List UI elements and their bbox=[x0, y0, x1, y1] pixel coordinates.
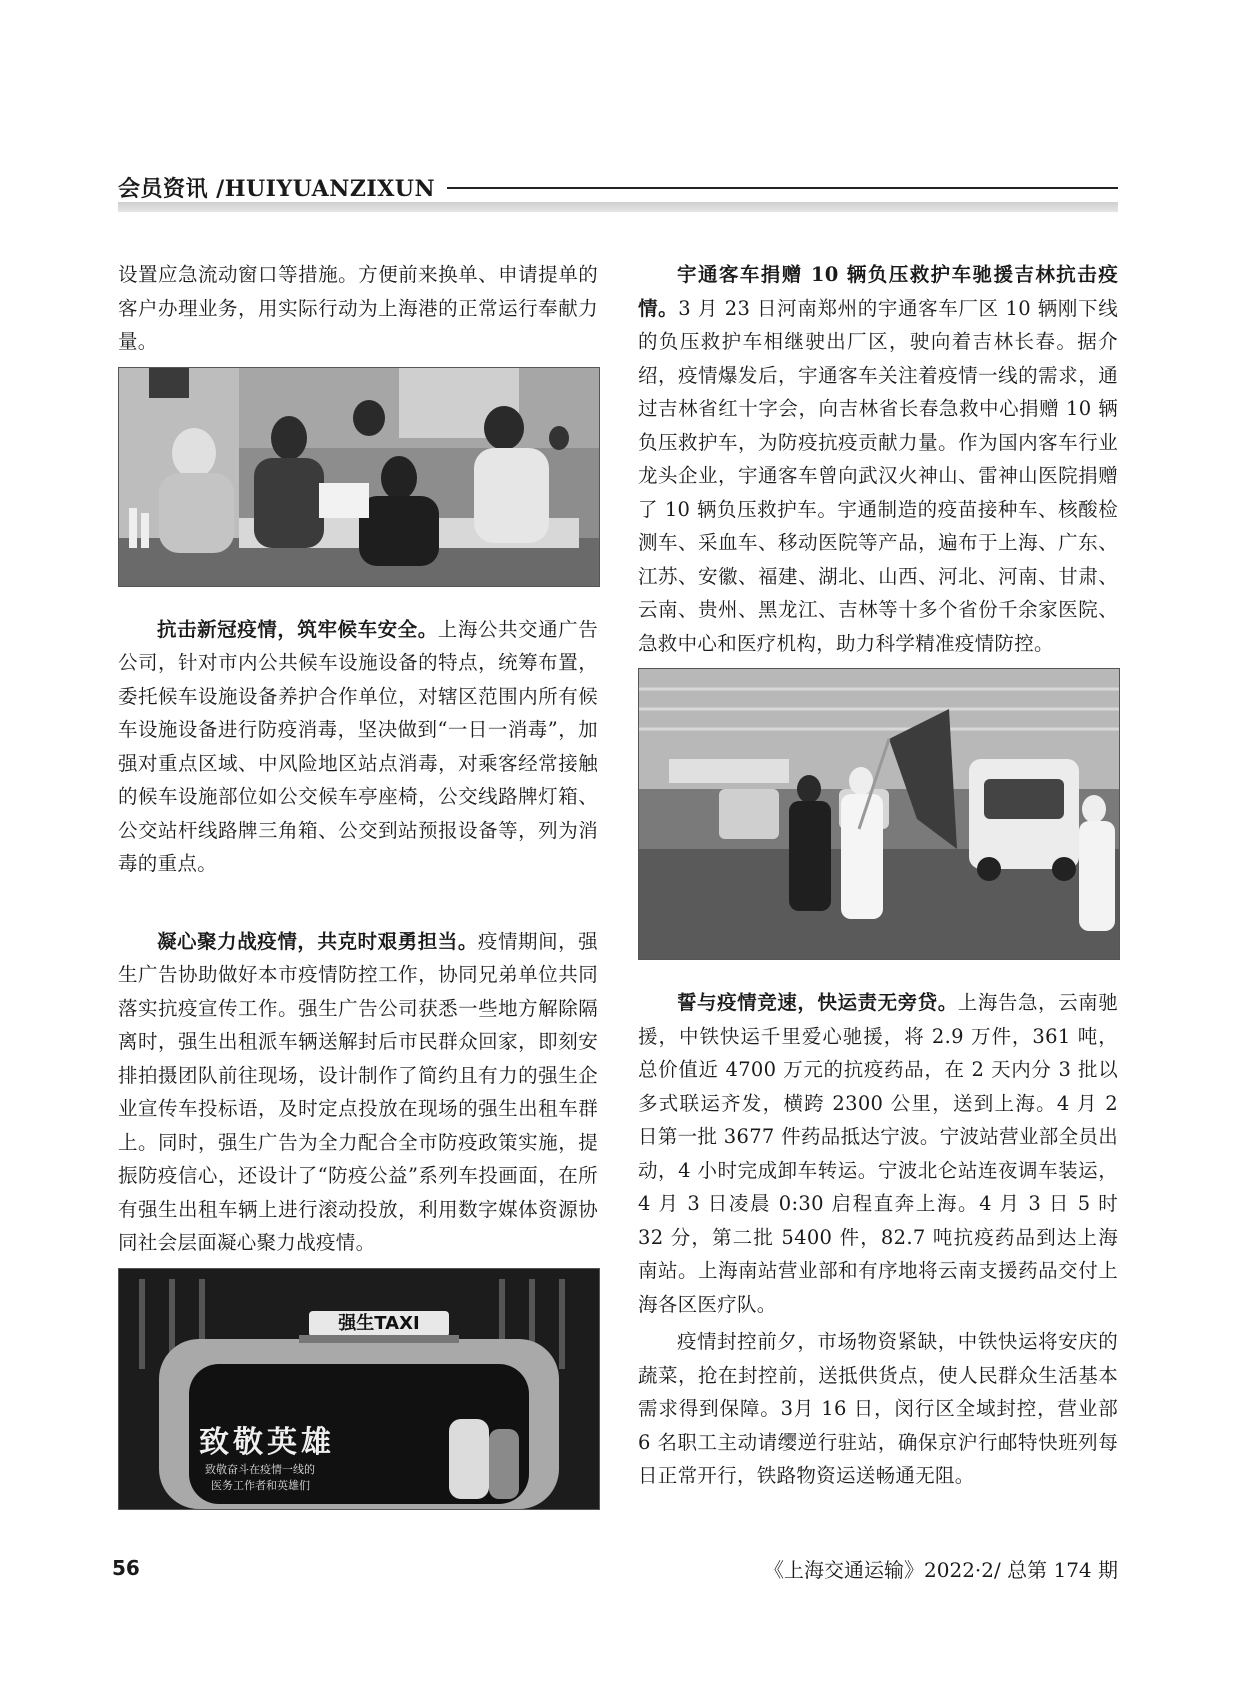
office-photo bbox=[118, 367, 600, 587]
left-column bbox=[118, 258, 598, 1510]
taxi-screen-line-2: 医务工作者和英雄们 bbox=[211, 1478, 310, 1492]
header-band bbox=[118, 202, 1118, 212]
left-para-3-lead: 凝心聚力战疫情，共克时艰勇担当。 bbox=[157, 929, 478, 953]
taxi-screen-title: 致敬英雄 bbox=[199, 1424, 335, 1460]
taxi-photo bbox=[118, 1268, 600, 1510]
taxi-screen-line-1: 致敬奋斗在疫情一线的 bbox=[205, 1462, 315, 1476]
left-para-1: 设置应急流动窗口等措施。方便前来换单、申请提单的客户办理业务，用实际行动为上海港的正常运行奉献力量。 bbox=[118, 263, 598, 353]
right-para-1-lead: 宇通客车捐赠 10 辆负压救护车驰援吉林抗击疫情。 bbox=[638, 263, 1118, 320]
right-column bbox=[638, 258, 1118, 1493]
left-para-2-lead: 抗击新冠疫情，筑牢候车安全。 bbox=[157, 617, 438, 641]
right-para-2 bbox=[638, 986, 1118, 1321]
right-para-3: 疫情封控前夕，市场物资紧缺，中铁快运将安庆的蔬菜，抢在封控前，送抵供货点，使人民群众生活基本需求得到保障。3月 16 日，闵行区全域封控，营业部 6 名职工主动请缨逆行驻站，确保京沪行邮特快班列每日正常开行，铁路物资运送畅通无阻。 bbox=[638, 1330, 1118, 1487]
right-para-1 bbox=[638, 258, 1118, 660]
left-para-2-body: 上海公共交通广告公司，针对市内公共候车设施设备的特点，统筹布置，委托候车设施设备养护合作单位，对辖区范围内所有候车设施设备进行防疫消毒，坚决做到“一日一消毒”，加强对重点区域、中风险地区站点消毒，对乘客经常接触的候车设施部位如公交候车亭座椅，公交线路牌灯箱、公交站杆线路牌三角箱、公交到站预报设备等，列为消毒的重点。 bbox=[118, 617, 598, 875]
office-photo-image bbox=[119, 368, 599, 586]
page-number: 56 bbox=[112, 1556, 140, 1580]
section-header bbox=[118, 172, 1118, 202]
header-rule bbox=[447, 187, 1118, 189]
right-para-2-body: 上海告急，云南驰援，中铁快运千里爱心驰援，将 2.9 万件，361 吨，总价值近 4700 万元的抗疫药品，在 2 天内分 3 批以多式联运齐发，横跨 2300 公里，送到上海。4 月 2 日第一批 3677 件药品抵达宁波。宁波站营业部全员出动，4 小时完成卸车转运。宁波北仑站连夜调车装运，4 月 3 日凌晨 0:30 启程直奔上海。4 月 3 日 5 时 32 分，第二批 5400 件，82.7 吨抗疫药品到达上海南站。上海南站营业部和有序地将云南支援药品交付上海各区医疗队。 bbox=[638, 991, 1118, 1316]
left-para-2 bbox=[118, 613, 598, 881]
left-para-3 bbox=[118, 925, 598, 1260]
section-title: 会员资讯 /HUIYUANZIXUN bbox=[118, 175, 436, 202]
taxi-roof-sign: 强生TAXI bbox=[338, 1312, 420, 1334]
left-para-3-body: 疫情期间，强生广告协助做好本市疫情防控工作，协同兄弟单位共同落实抗疫宣传工作。强生广告公司获悉一些地方解除隔离时，强生出租派车辆送解封后市民群众回家，即刻安排拍摄团队前往现场，设计制作了简约且有力的强生企业宣传车投标语，及时定点投放在现场的强生出租车群上。同时，强生广告为全力配合全市防疫政策实施，提振防疫信心，还设计了“防疫公益”系列车投画面，在所有强生出租车辆上进行滚动投放，利用数字媒体资源协同社会层面凝心聚力战疫情。 bbox=[118, 929, 598, 1254]
ambulance-photo-image bbox=[639, 669, 1119, 959]
issue-info: 《上海交通运输》2022·2/ 总第 174 期 bbox=[764, 1558, 1118, 1582]
right-para-1-body: 3 月 23 日河南郑州的宇通客车厂区 10 辆刚下线的负压救护车相继驶出厂区，驶向着吉林长春。据介绍，疫情爆发后，宇通客车关注着疫情一线的需求，通过吉林省红十字会，向吉林省长春急救中心捐赠 10 辆负压救护车，为防疫抗疫贡献力量。作为国内客车行业龙头企业，宇通客车曾向武汉火神山、雷神山医院捐赠了 10 辆负压救护车。宇通制造的疫苗接种车、核酸检测车、采血车、移动医院等产品，遍布于上海、广东、江苏、安徽、福建、湖北、山西、河北、河南、甘肃、云南、贵州、黑龙江、吉林等十多个省份千余家医院、急救中心和医疗机构，助力科学精准疫情防控。 bbox=[638, 296, 1118, 655]
right-para-2-lead: 誓与疫情竞速，快运责无旁贷。 bbox=[677, 991, 958, 1014]
ambulance-photo bbox=[638, 668, 1120, 960]
